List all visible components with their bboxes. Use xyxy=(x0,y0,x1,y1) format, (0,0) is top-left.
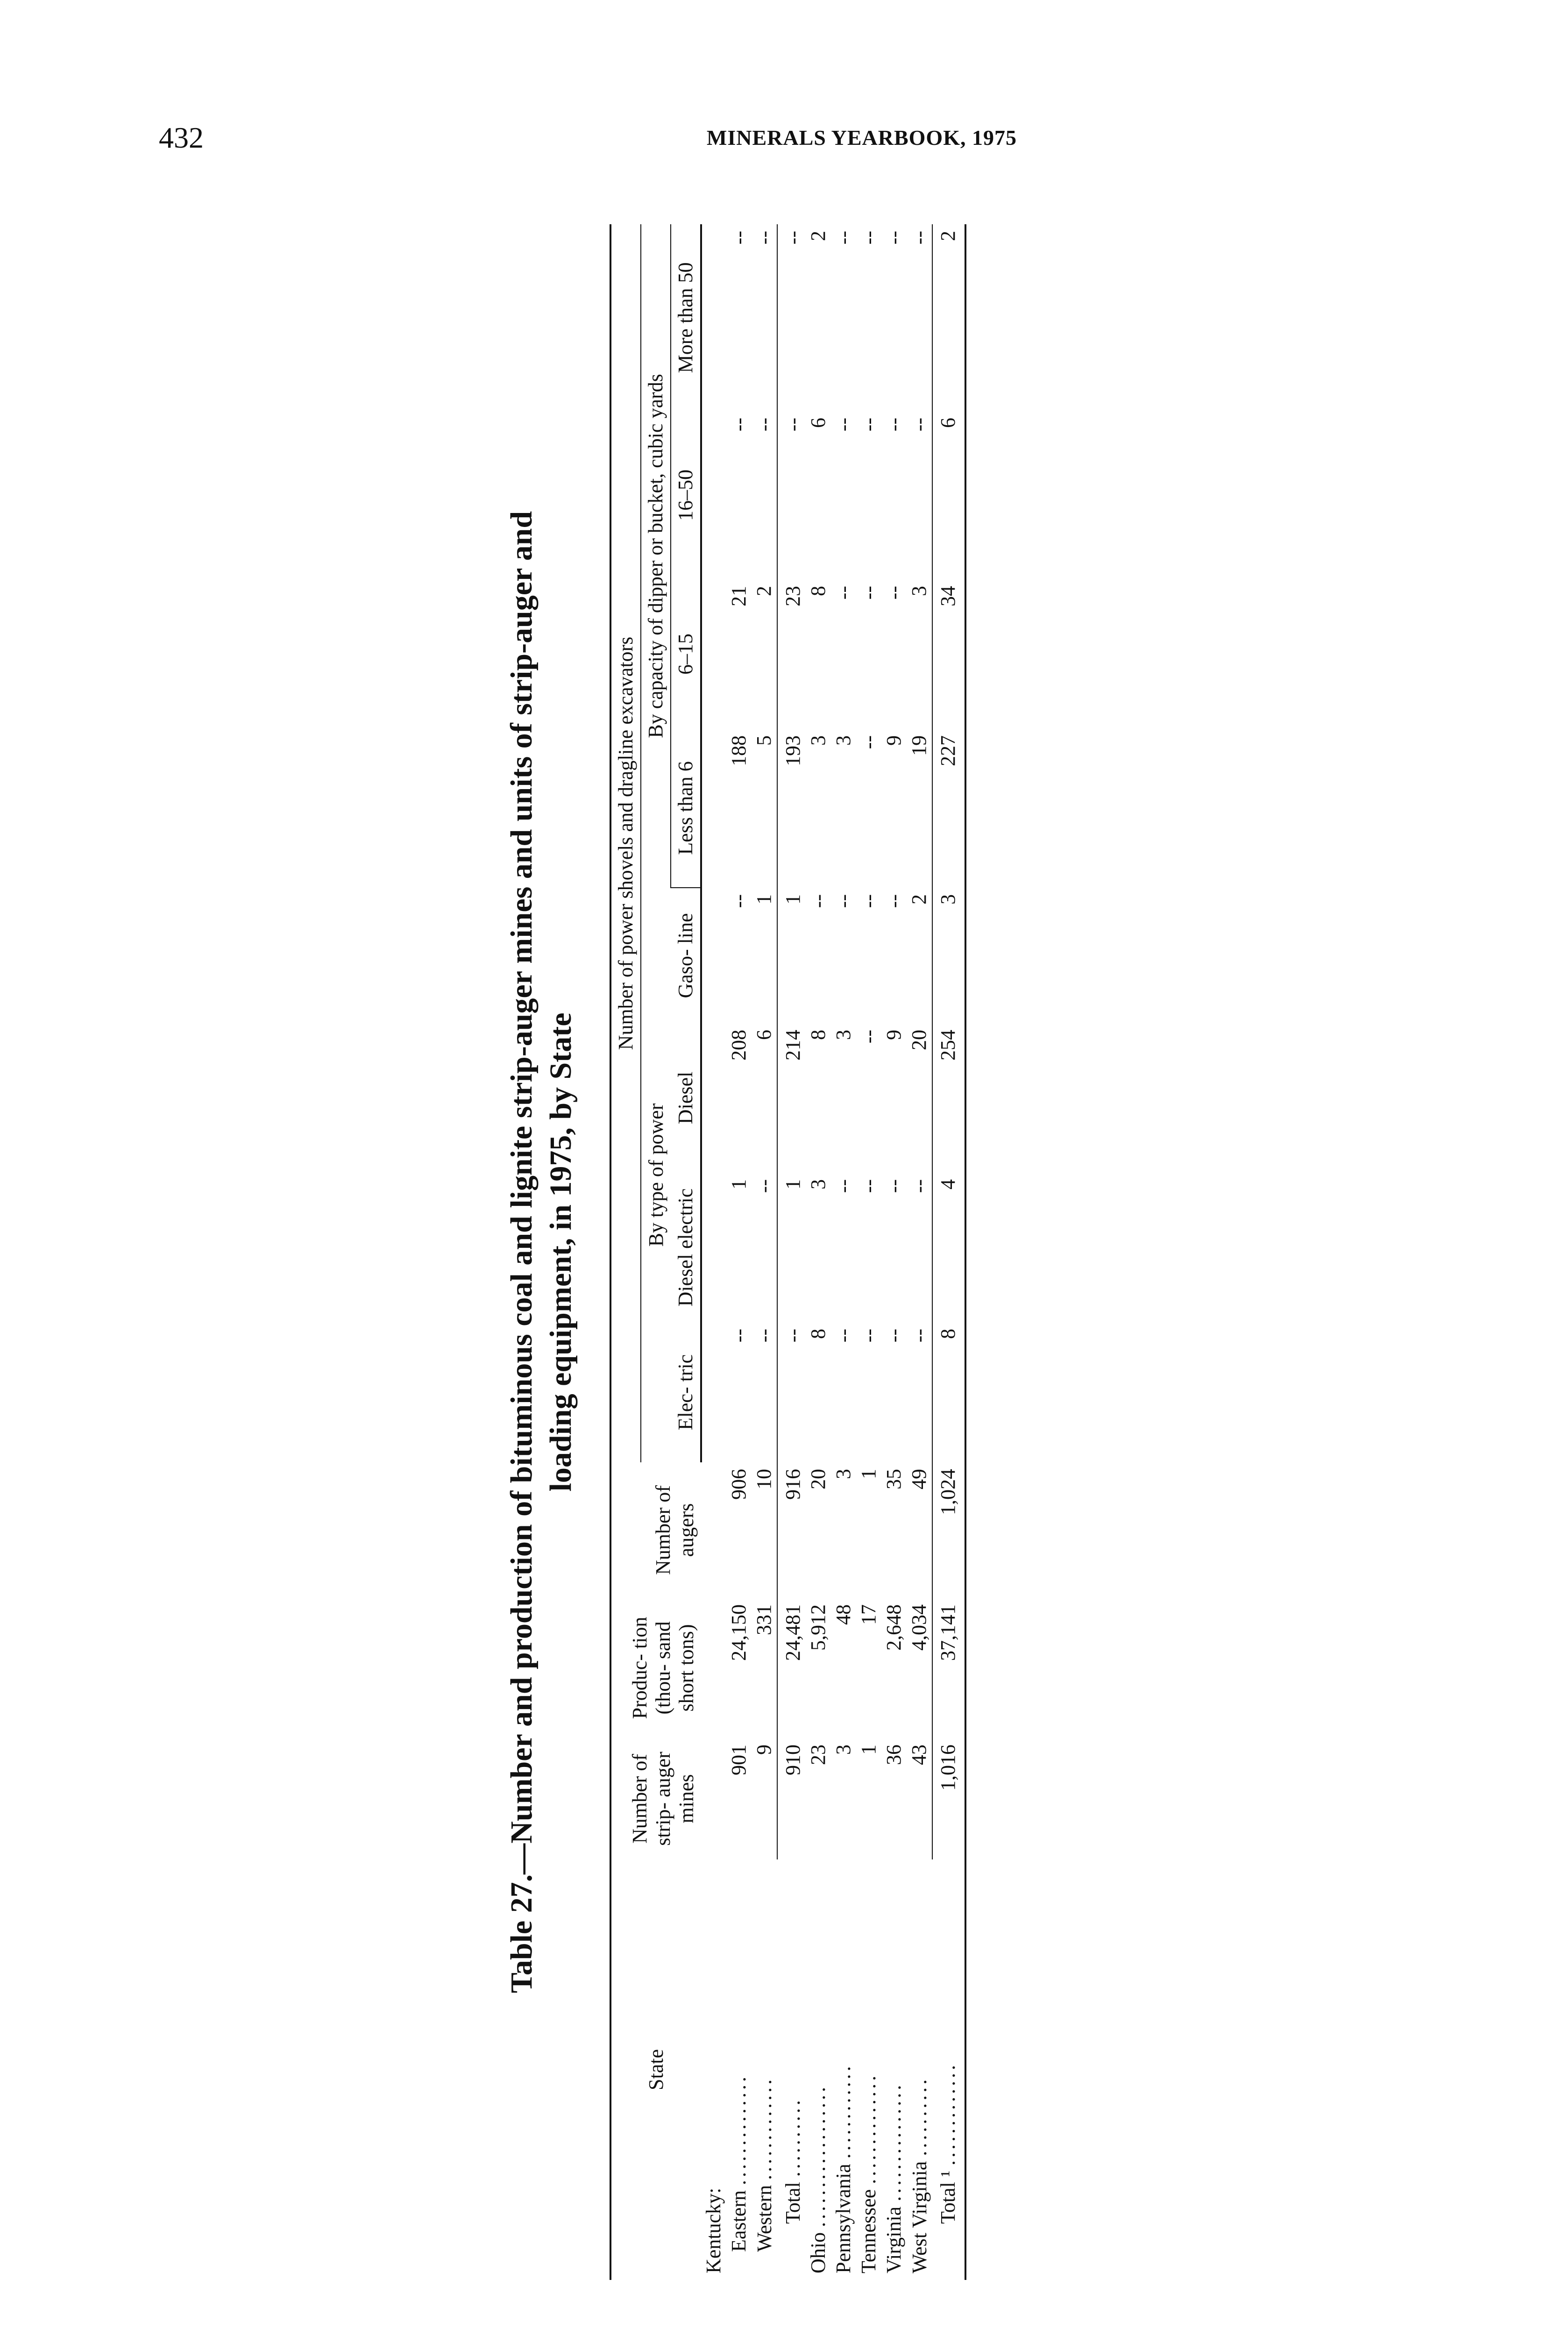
header-capacity-group: By capacity of dipper or bucket, cubic yards xyxy=(641,224,671,888)
cell-state: Total .......... xyxy=(781,2097,804,2224)
cell-diesel-electric: -- xyxy=(832,1179,855,1193)
cell-electric: -- xyxy=(908,1329,930,1343)
cell-16-50: -- xyxy=(882,418,905,432)
cell-state: Total ¹ ............. xyxy=(932,1859,965,2280)
table-row xyxy=(701,224,726,2280)
cell-gasoline: -- xyxy=(882,894,905,908)
cell-more50: -- xyxy=(832,231,855,245)
cell-electric: -- xyxy=(857,1329,880,1343)
cell-diesel-electric: -- xyxy=(857,1179,880,1193)
cell-augers: 20 xyxy=(807,1469,830,1489)
cell-production: 4,034 xyxy=(908,1604,930,1651)
cell-less6: 9 xyxy=(882,735,905,746)
cell-diesel: 8 xyxy=(807,1030,830,1040)
cell-augers: 916 xyxy=(777,1462,806,1598)
cell-diesel: 9 xyxy=(882,1030,905,1040)
cell-diesel: 214 xyxy=(777,1023,806,1173)
cell-production: 17 xyxy=(857,1604,880,1625)
cell-diesel: 208 xyxy=(727,1030,750,1061)
header-diesel-electric: Diesel electric xyxy=(671,1173,701,1322)
header-production: Produc- tion (thou- sand short tons) xyxy=(610,1598,701,1738)
cell-electric: -- xyxy=(832,1329,855,1343)
cell-16-50: 6 xyxy=(932,411,965,579)
cell-diesel-electric: -- xyxy=(882,1179,905,1193)
cell-gasoline: 3 xyxy=(932,888,965,1023)
cell-production: 37,141 xyxy=(932,1598,965,1738)
cell-gasoline: 1 xyxy=(752,894,775,904)
cell-diesel-electric: 1 xyxy=(777,1173,806,1322)
cell-gasoline: -- xyxy=(807,894,830,908)
cell-gasoline: 2 xyxy=(908,894,930,904)
cell-diesel: 254 xyxy=(932,1023,965,1173)
cell-production: 5,912 xyxy=(807,1604,830,1651)
cell-16-50: -- xyxy=(832,418,855,432)
cell-gasoline: -- xyxy=(832,894,855,908)
cell-production: 24,481 xyxy=(777,1598,806,1738)
cell-diesel-electric: 3 xyxy=(807,1179,830,1189)
cell-6-15: -- xyxy=(857,586,880,600)
table-title-line2: loading equipment, in 1975, by State xyxy=(544,1012,578,1492)
table-row xyxy=(831,224,856,2280)
cell-electric: 8 xyxy=(807,1329,830,1339)
cell-electric: -- xyxy=(752,1329,775,1343)
cell-state: Ohio .................. xyxy=(807,2084,830,2273)
cell-less6: 19 xyxy=(908,735,930,756)
cell-6-15: -- xyxy=(882,586,905,600)
cell-diesel: 3 xyxy=(832,1030,855,1040)
cell-production: 2,648 xyxy=(882,1604,905,1651)
cell-less6: 193 xyxy=(777,729,806,888)
cell-diesel: 6 xyxy=(752,1030,775,1040)
cell-6-15: 34 xyxy=(932,579,965,729)
cell-state: Tennessee .............. xyxy=(857,2072,880,2273)
cell-augers: 906 xyxy=(727,1469,750,1500)
table-frame xyxy=(502,224,1296,2280)
cell-electric: -- xyxy=(882,1329,905,1343)
cell-state: West Virginia .......... xyxy=(908,2076,931,2273)
table-row xyxy=(777,224,806,2280)
table-row xyxy=(856,224,881,2280)
table-row xyxy=(932,224,965,2280)
cell-more50: -- xyxy=(857,231,880,245)
cell-diesel-electric: 1 xyxy=(727,1179,750,1189)
cell-mines: 43 xyxy=(908,1745,930,1765)
cell-diesel-electric: 4 xyxy=(932,1173,965,1322)
cell-augers: 35 xyxy=(882,1469,905,1489)
cell-augers: 3 xyxy=(832,1469,855,1479)
rotated-table-region xyxy=(502,224,1296,2280)
cell-6-15: 2 xyxy=(752,586,775,596)
cell-mines: 901 xyxy=(727,1745,750,1775)
table-row xyxy=(907,224,932,2280)
cell-6-15: 8 xyxy=(807,586,830,596)
cell-mines: 3 xyxy=(832,1745,855,1755)
cell-6-15: -- xyxy=(832,586,855,600)
running-head: MINERALS YEARBOOK, 1975 xyxy=(706,126,1017,150)
cell-state: Eastern .............. xyxy=(727,2074,750,2252)
cell-mines: 36 xyxy=(882,1745,905,1765)
header-power-group: Number of power shovels and dragline excavators xyxy=(610,224,641,1462)
cell-more50: -- xyxy=(727,231,750,245)
cell-state: Virginia ............... xyxy=(882,2082,905,2273)
table-title xyxy=(502,224,581,2280)
cell-6-15: 23 xyxy=(777,579,806,729)
cell-mines: 1 xyxy=(857,1745,880,1755)
header-gasoline: Gaso- line xyxy=(671,888,701,1023)
cell-16-50: -- xyxy=(727,418,750,432)
cell-6-15: 21 xyxy=(727,586,750,606)
cell-less6: -- xyxy=(857,735,880,749)
page-number: 432 xyxy=(159,121,204,154)
cell-16-50: 6 xyxy=(807,418,830,428)
cell-electric: 8 xyxy=(932,1322,965,1462)
cell-augers: 10 xyxy=(752,1469,775,1489)
cell-augers: 1 xyxy=(857,1469,880,1479)
table-row xyxy=(806,224,831,2280)
cell-mines: 23 xyxy=(807,1745,830,1765)
cell-16-50: -- xyxy=(908,418,930,432)
cell-gasoline: 1 xyxy=(777,888,806,1023)
header-more50: More than 50 xyxy=(671,224,701,411)
cell-less6: 5 xyxy=(752,735,775,746)
cell-more50: -- xyxy=(777,224,806,411)
cell-less6: 3 xyxy=(832,735,855,746)
cell-mines: 1,016 xyxy=(932,1738,965,1859)
cell-production: 48 xyxy=(832,1604,855,1625)
cell-gasoline: -- xyxy=(857,894,880,908)
cell-more50: -- xyxy=(752,231,775,245)
cell-6-15: 3 xyxy=(908,586,930,596)
cell-diesel-electric: -- xyxy=(908,1179,930,1193)
cell-mines: 910 xyxy=(777,1738,806,1859)
table-row xyxy=(726,224,752,2280)
header-16-50: 16–50 xyxy=(671,411,701,579)
cell-less6: 188 xyxy=(727,735,750,766)
header-mines: Number of strip- auger mines xyxy=(610,1738,701,1859)
cell-less6: 3 xyxy=(807,735,830,746)
cell-augers: 49 xyxy=(908,1469,930,1489)
header-state: State xyxy=(610,1859,701,2280)
header-diesel: Diesel xyxy=(671,1023,701,1173)
cell-less6: 227 xyxy=(932,729,965,888)
cell-state: Western ............. xyxy=(752,2076,776,2252)
cell-diesel: -- xyxy=(857,1030,880,1044)
cell-production: 331 xyxy=(752,1604,775,1635)
cell-diesel: 20 xyxy=(908,1030,930,1050)
cell-more50: -- xyxy=(908,231,930,245)
cell-diesel-electric: -- xyxy=(752,1179,775,1193)
header-6-15: 6–15 xyxy=(671,579,701,729)
cell-production: 24,150 xyxy=(727,1604,750,1661)
cell-electric: -- xyxy=(777,1322,806,1462)
data-table xyxy=(610,224,966,2280)
cell-state: Kentucky: xyxy=(702,2187,725,2273)
cell-more50: -- xyxy=(882,231,905,245)
cell-16-50: -- xyxy=(752,418,775,432)
header-type-group: By type of power xyxy=(645,1103,667,1247)
cell-augers: 1,024 xyxy=(932,1462,965,1598)
cell-16-50: -- xyxy=(857,418,880,432)
table-row xyxy=(881,224,907,2280)
table-title-line1: Table 27.—Number and production of bituminous coal and lignite strip-auger mines and units of strip-auger and xyxy=(504,511,539,1994)
cell-state: Pennsylvania ............ xyxy=(832,2063,855,2273)
cell-16-50: -- xyxy=(777,411,806,579)
header-less6: Less than 6 xyxy=(671,729,701,888)
cell-gasoline: -- xyxy=(727,894,750,908)
header-electric: Elec- tric xyxy=(671,1322,701,1462)
cell-electric: -- xyxy=(727,1329,750,1343)
header-augers: Number of augers xyxy=(610,1462,701,1598)
cell-more50: 2 xyxy=(807,231,830,241)
table-row xyxy=(752,224,777,2280)
cell-more50: 2 xyxy=(932,224,965,411)
cell-mines: 9 xyxy=(752,1745,775,1755)
